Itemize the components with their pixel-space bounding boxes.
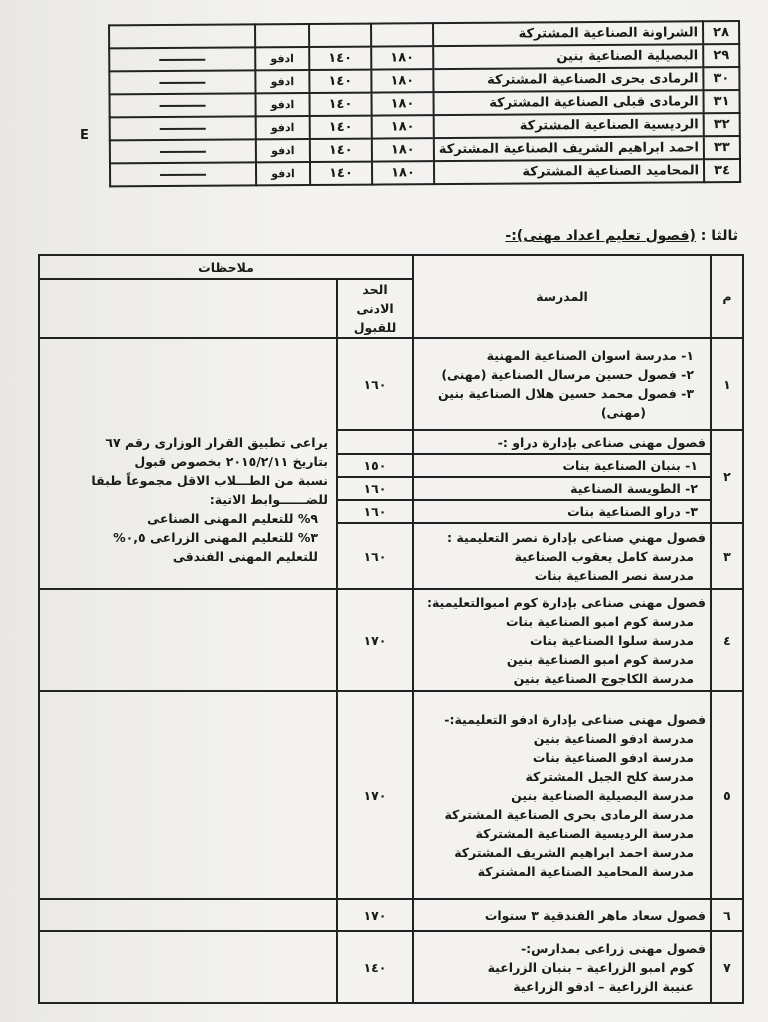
school-name: الرمادى بحرى الصناعية المشتركة: [433, 67, 703, 92]
city-name: ادفو: [255, 70, 309, 93]
min-score: ١٦٠: [337, 477, 413, 500]
city-name: ادفو: [256, 162, 310, 185]
row-number: ٢٨: [703, 21, 739, 44]
school-name: الرديسية الصناعية المشتركة: [434, 113, 704, 138]
min-score: ١٦٠: [337, 500, 413, 523]
school-name: المحاميد الصناعية المشتركة: [434, 159, 704, 184]
list-item: مدرسة ادفو الصناعية بنات: [532, 749, 694, 765]
list-item: مدرسة الرمادى بحرى الصناعية المشتركة: [444, 806, 694, 822]
city-name: [255, 24, 309, 47]
city-name: ادفو: [256, 139, 310, 162]
dash-line: [160, 104, 206, 106]
header-m: م: [711, 255, 743, 338]
row-number: ٤: [711, 589, 743, 691]
score-value: ١٨٠: [371, 46, 433, 69]
section-heading: [505, 228, 738, 244]
list-item: مدرسة نصر الصناعية بنات: [534, 567, 694, 583]
top-schools-table: [108, 20, 741, 187]
score-value: ١٨٠: [372, 161, 434, 184]
notes-empty: [39, 931, 337, 1003]
list-item: فصول مهنى صناعى بإدارة ادفو التعليمية:-: [444, 711, 706, 727]
dash-line: [160, 127, 206, 129]
list-item: فصول سعاد ماهر الفندقية ٣ سنوات: [413, 899, 711, 931]
notes-empty: [39, 589, 337, 691]
dash-line: [160, 150, 206, 152]
list-item: فصول مهنى صناعى بإدارة كوم امبوالتعليمية:: [426, 594, 706, 610]
min-score: ١٤٠: [337, 931, 413, 1003]
vocational-classes-table: [38, 254, 744, 1004]
dash-line: [159, 81, 205, 83]
min-score: ١٧٠: [337, 589, 413, 691]
score-value: ١٤٠: [309, 70, 371, 93]
note-line: للضــــــوابط الاتية:: [209, 492, 328, 507]
list-item: مدرسة ادفو الصناعية بنين: [533, 730, 694, 746]
row-number: ٢٩: [703, 44, 739, 67]
row-number: ٢: [711, 430, 743, 523]
edge-mark: E: [80, 128, 89, 143]
list-item: مدرسة كلح الجبل المشتركة: [525, 768, 694, 784]
note-line: نسبة من الطـــلاب الاقل مجموعاً طبقا: [91, 473, 328, 488]
notes-empty: [39, 899, 337, 931]
row-number: ٦: [711, 899, 743, 931]
row3-schools: [413, 523, 711, 589]
min-score: ١٧٠: [337, 899, 413, 931]
list-item: ٣- فصول محمد حسين هلال الصناعية بنين: [437, 386, 694, 401]
row5-schools: [413, 691, 711, 899]
score-value: ١٤٠: [310, 139, 372, 162]
note-line: يراعى تطبيق القرار الوزارى رقم ٦٧: [105, 435, 328, 450]
list-item: مدرسة كامل يعقوب الصناعية: [514, 548, 694, 564]
note-line: بتاريخ ٢٠١٥/٢/١١ بخصوص قبول: [134, 454, 328, 469]
list-item: مدرسة الرديسية الصناعية المشتركة: [475, 825, 694, 841]
dash-cell: [110, 116, 256, 140]
table-row: [39, 589, 743, 691]
list-item: مدرسة احمد ابراهيم الشريف المشتركة: [454, 844, 694, 860]
note-line: ٩% للتعليم المهنى الصناعى: [147, 511, 318, 526]
dash-cell: [109, 47, 255, 71]
header-notes: ملاحظات: [39, 255, 413, 279]
list-item: فصول مهنى زراعى بمدارس:-: [520, 940, 706, 956]
note-line: للتعليم المهنى الفندقى: [172, 549, 318, 564]
table-row: [39, 691, 743, 899]
list-item: كوم امبو الزراعية – بنبان الزراعية: [487, 959, 694, 975]
header-min: الحد الادنى للقبول: [337, 279, 413, 338]
list-item: مدرسة المحاميد الصناعية المشتركة: [477, 863, 694, 879]
dash-line: [160, 173, 206, 175]
row-number: ٣٤: [704, 159, 740, 182]
row-number: ٧: [711, 931, 743, 1003]
dash-cell: [109, 24, 255, 48]
row1-schools: [413, 338, 711, 430]
list-item: ٢- فصول حسين مرسال الصناعية (مهنى): [441, 367, 694, 382]
row2-heading: فصول مهنى صناعى بإدارة دراو :-: [413, 430, 711, 454]
city-name: ادفو: [255, 47, 309, 70]
score-value: [309, 24, 371, 47]
table-row: [39, 899, 743, 931]
header-school: المدرسة: [413, 255, 711, 338]
score-value: ١٤٠: [310, 162, 372, 185]
list-item: مدرسة البصيلية الصناعية بنين: [511, 787, 694, 803]
min-score: ١٥٠: [337, 454, 413, 477]
table-header-row: [39, 255, 743, 279]
score-value: ١٨٠: [372, 138, 434, 161]
dash-line: [159, 58, 205, 60]
table-row: [39, 931, 743, 1003]
list-item: مدرسة الكاجوج الصناعية بنين: [513, 670, 694, 686]
row7-schools: [413, 931, 711, 1003]
row-number: ٥: [711, 691, 743, 899]
list-item: فصول مهني صناعى بإدارة نصر التعليمية :: [447, 529, 706, 545]
dash-cell: [110, 139, 256, 163]
row-number: ٣١: [703, 90, 739, 113]
min-score: ١٧٠: [337, 691, 413, 899]
school-name: احمد ابراهيم الشريف الصناعية المشتركة: [434, 136, 704, 161]
list-item: مدرسة كوم امبو الصناعية بنين: [506, 651, 694, 667]
notes-cell: [39, 338, 337, 589]
list-item: (مهنى): [600, 405, 646, 420]
list-item: ٢- الطويسة الصناعية: [413, 477, 711, 500]
school-name: الشراونة الصناعية المشتركة: [433, 21, 703, 46]
score-value: ١٨٠: [372, 115, 434, 138]
row-number: ٣٣: [704, 136, 740, 159]
score-value: [371, 23, 433, 46]
row-number: ١: [711, 338, 743, 430]
list-item: ١- بنبان الصناعية بنات: [413, 454, 711, 477]
table-row: [39, 338, 743, 430]
note-line: ٣% للتعليم المهنى الزراعى ٠,٥%: [113, 530, 318, 545]
school-name: البصيلية الصناعية بنين: [433, 44, 703, 69]
score-value: ١٨٠: [371, 92, 433, 115]
score-value: ١٤٠: [309, 93, 371, 116]
header-notes-blank: [39, 279, 337, 338]
dash-cell: [110, 93, 256, 117]
row4-schools: [413, 589, 711, 691]
list-item: عنيبة الزراعية – ادفو الزراعية: [513, 978, 694, 994]
score-value: ١٨٠: [371, 69, 433, 92]
dash-cell: [109, 70, 255, 94]
city-name: ادفو: [256, 116, 310, 139]
school-name: الرمادى قبلى الصناعية المشتركة: [433, 90, 703, 115]
notes-empty: [39, 691, 337, 899]
min-score: ١٦٠: [337, 523, 413, 589]
score-value: ١٤٠: [310, 116, 372, 139]
score-value: ١٤٠: [309, 47, 371, 70]
list-item: ٣- دراو الصناعية بنات: [413, 500, 711, 523]
list-item: ١- مدرسة اسوان الصناعية المهنية: [486, 348, 694, 363]
min-score: ١٦٠: [337, 338, 413, 430]
list-item: مدرسة سلوا الصناعية بنات: [530, 632, 694, 648]
row-number: ٣: [711, 523, 743, 589]
section-prefix: ثالثا :: [700, 228, 738, 244]
row-number: ٣٢: [704, 113, 740, 136]
min-score-empty: [337, 430, 413, 454]
list-item: مدرسة كوم امبو الصناعية بنات: [505, 613, 694, 629]
city-name: ادفو: [255, 93, 309, 116]
table-row: [110, 159, 740, 186]
dash-cell: [110, 162, 256, 186]
section-title-text: (فصول تعليم اعداد مهنى):-: [505, 228, 696, 244]
row-number: ٣٠: [703, 67, 739, 90]
